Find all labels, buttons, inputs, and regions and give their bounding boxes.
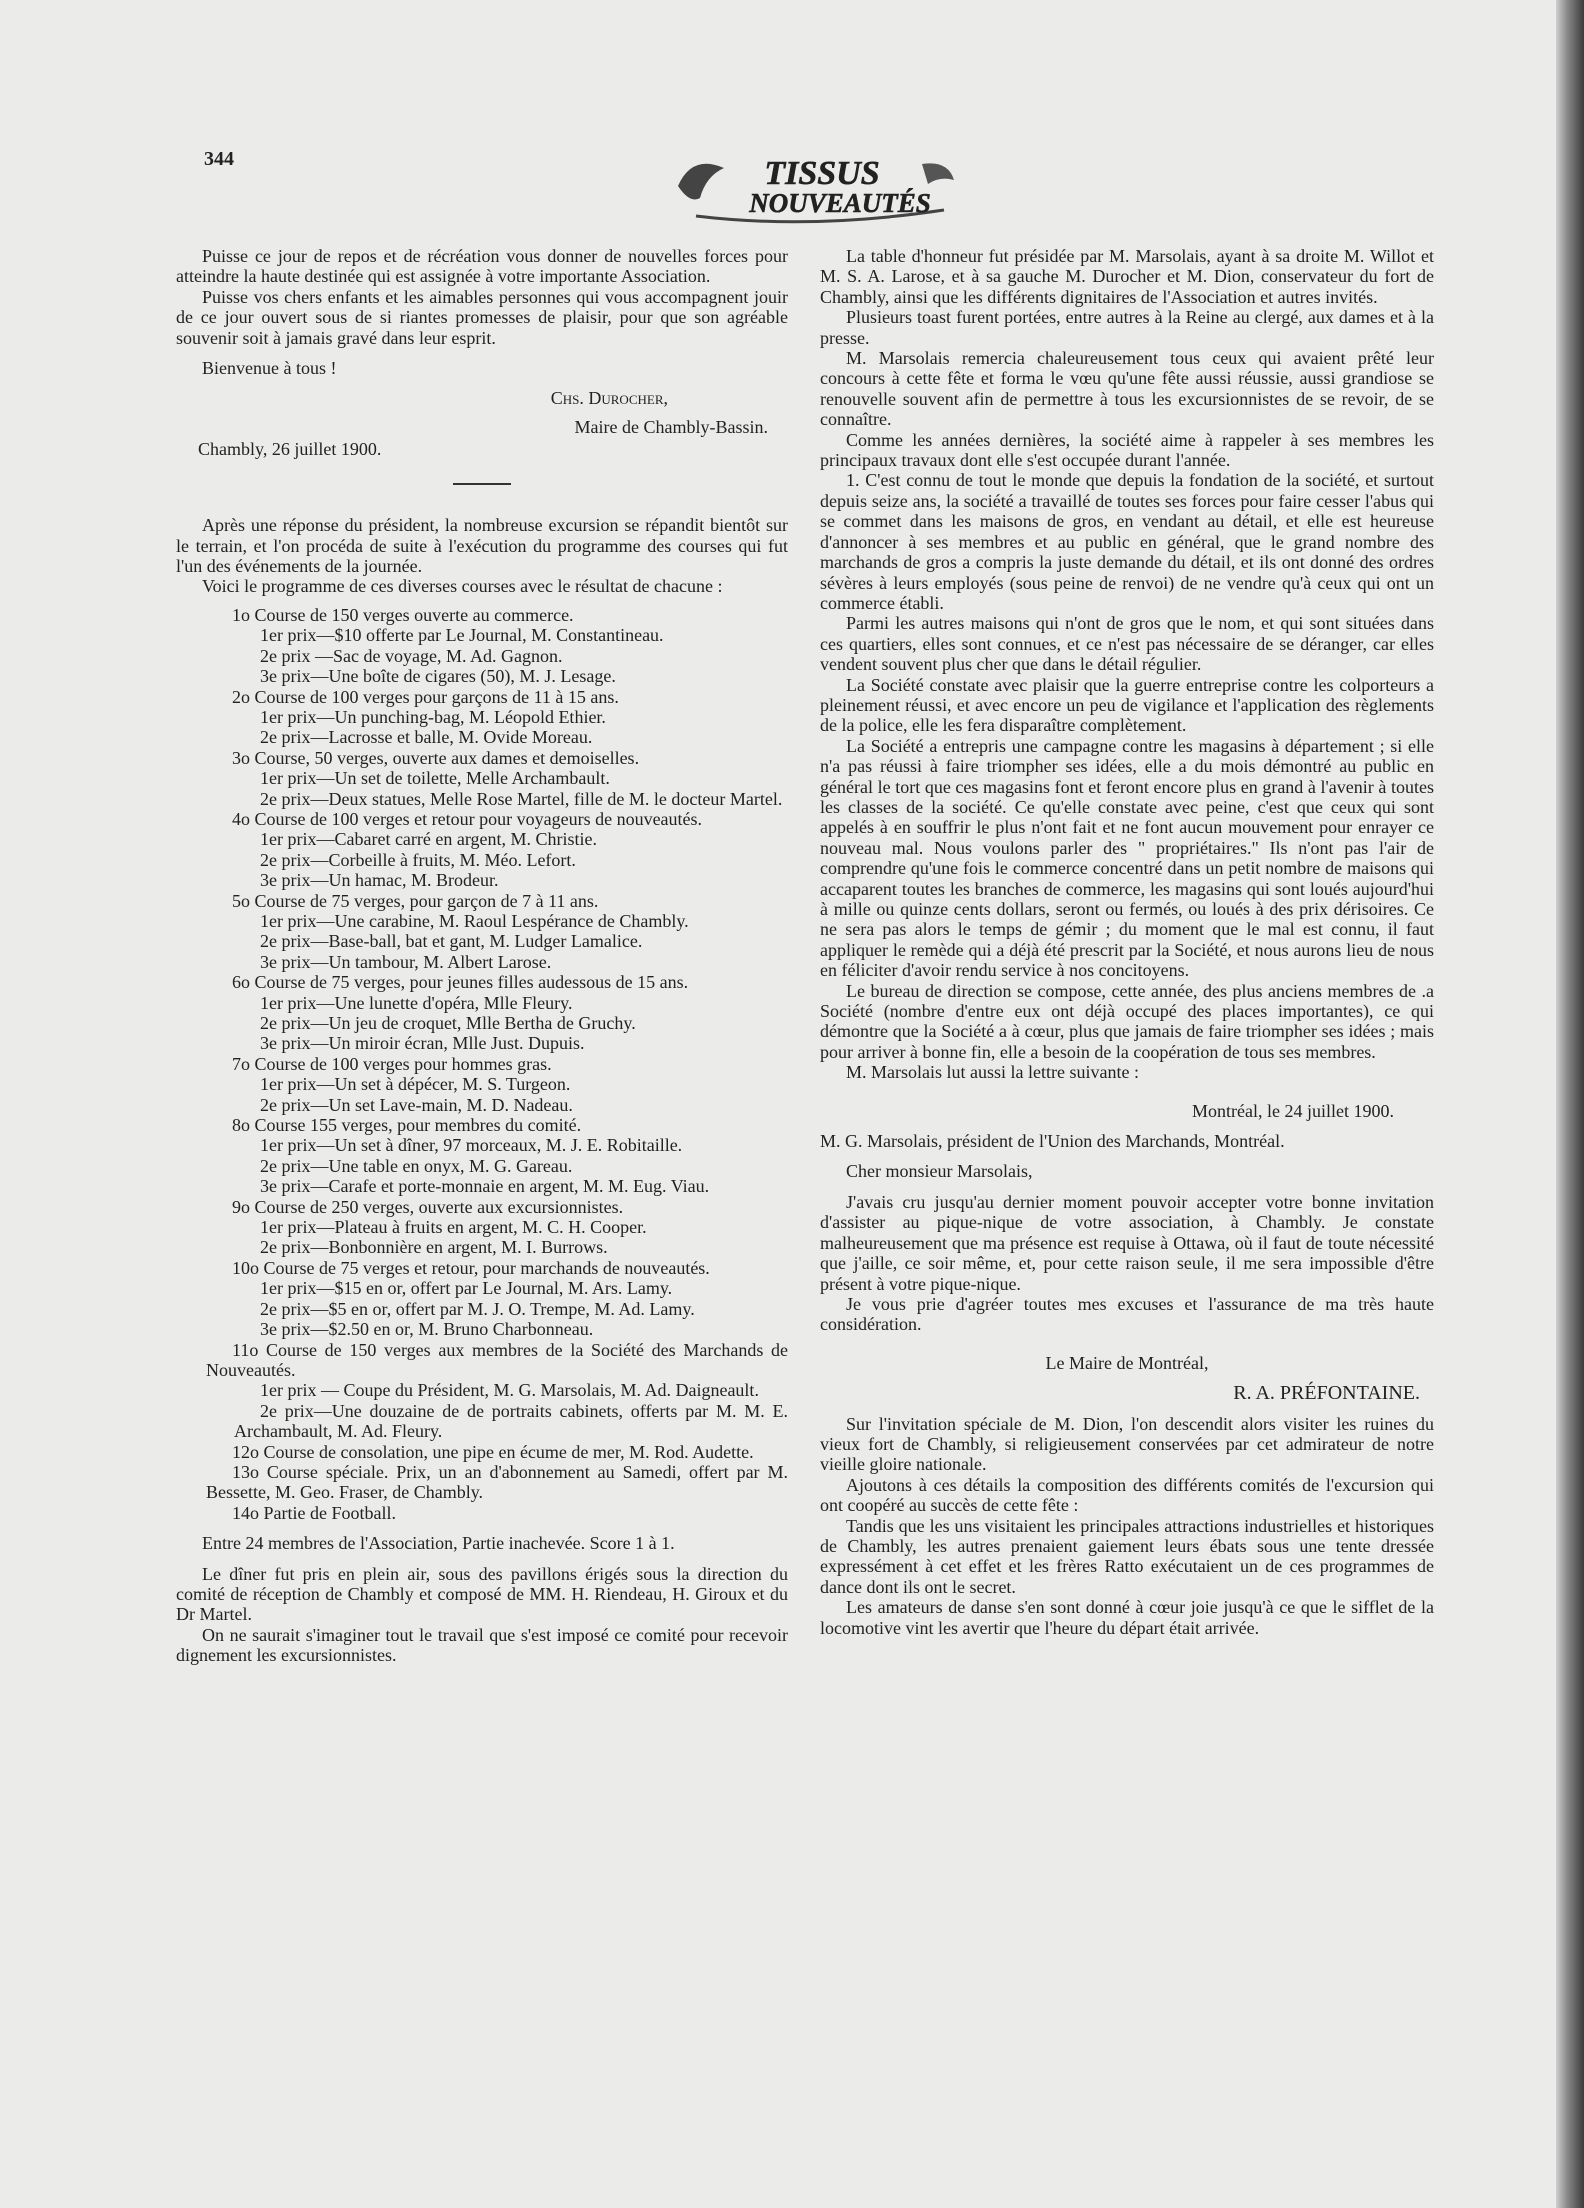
letter-addressee: M. G. Marsolais, président de l'Union des Marchands, Montréal. — [820, 1131, 1285, 1152]
masthead-line2: NOUVEAUTÉS — [749, 188, 931, 218]
race-title: 2o Course de 100 verges pour garçons de 11 à 15 ans. — [232, 686, 619, 707]
right-paragraph-14: Les amateurs de danse s'en sont donné à cœur joie jusqu'à ce que le sifflet de la locomotive vint les avertir que l'heure du départ était arrivée. — [820, 1597, 1434, 1638]
section-divider — [453, 483, 511, 485]
race-title: 7o Course de 100 verges pour hommes gras. — [232, 1053, 552, 1074]
race-prize: 2e prix —Sac de voyage, M. Ad. Gagnon. — [260, 645, 563, 666]
race-prize: 3e prix—Carafe et porte-monnaie en argent, M. M. Eug. Viau. — [260, 1176, 710, 1197]
right-paragraph-1: La table d'honneur fut présidée par M. Marsolais, ayant à sa droite M. Willot et M. S. A. Larose, et à sa gauche M. Durocher et M. Dion, conservateur du fort de Chambly, ainsi que les différents dignitaires de l'Association et autres invités. — [820, 246, 1434, 307]
race-prize: 1er prix—Une carabine, M. Raoul Lespérance de Chambly. — [260, 910, 689, 931]
intro-paragraph-1: Puisse ce jour de repos et de récréation vous donner de nouvelles forces pour atteindre la haute destinée qui est assignée à votre importante Association. — [176, 246, 788, 287]
race-prize: 3e prix—Un tambour, M. Albert Larose. — [260, 951, 552, 972]
race-prize: 1er prix—Un set de toilette, Melle Archambault. — [260, 768, 610, 789]
page-number: 344 — [204, 148, 234, 170]
race-title: 12o Course de consolation, une pipe en écume de mer, M. Rod. Audette. — [232, 1441, 754, 1462]
race-title: 3o Course, 50 verges, ouverte aux dames et demoiselles. — [232, 747, 640, 768]
race-prize: 1er prix—$10 offerte par Le Journal, M. Constantineau. — [260, 625, 664, 646]
letter-body: J'avais cru jusqu'au dernier moment pouvoir accepter votre bonne invitation d'assister au pique-nique de votre association, à Chambly. Je constate malheureusement que ma présence est requise à Ottawa, où il faut de toute nécessité que j'aille, ce soir même, et, pour cette raison seule, il me sera impossible d'être présent à votre pique-nique. — [820, 1191, 1434, 1294]
right-paragraph-3: M. Marsolais remercia chaleureusement tous ceux qui avaient prêté leur concours à cette fête et forma le vœu qu'une fête aussi réussie, aussi grandiose se renouvelle souvent afin de permettre à tous les excursionnistes de se revoir, de se connaître. — [820, 348, 1434, 430]
race-title: 10o Course de 75 verges et retour, pour marchands de nouveautés. — [232, 1257, 710, 1278]
race-title: 14o Partie de Football. — [232, 1502, 396, 1523]
race-title: 8o Course 155 verges, pour membres du comité. — [232, 1115, 582, 1136]
race-prize: 3e prix—$2.50 en or, M. Bruno Charbonneau. — [260, 1319, 594, 1340]
race-prize: 1er prix—Une lunette d'opéra, Mlle Fleury. — [260, 992, 573, 1013]
right-paragraph-9: Le bureau de direction se compose, cette année, des plus anciens membres de .a Société (nombre d'entre eux ont déjà occupé des places importantes), ce qui démontre que la Société a à cœur, plus que jamais de faire triompher ses idées ; mais pour arriver à bonne fin, elle a besoin de la coopération de tous ses membres. — [820, 980, 1434, 1062]
after-paragraph-1: Après une réponse du président, la nombreuse excursion se répandit bientôt sur le terrain, et l'on procéda de suite à l'exécution du programme des courses qui fut l'un des événements de la journée. — [176, 515, 788, 577]
after-paragraph-2: Voici le programme de ces diverses courses avec le résultat de chacune : — [202, 576, 723, 597]
race-prize: 1er prix — Coupe du Président, M. G. Marsolais, M. Ad. Daigneault. — [260, 1380, 759, 1401]
race-title: 6o Course de 75 verges, pour jeunes filles audessous de 15 ans. — [232, 972, 689, 993]
right-paragraph-7: La Société constate avec plaisir que la guerre entreprise contre les colporteurs a pleinement réussi, et avec encore un peu de vigilance et l'application des règlements de la police, elle les fera disparaître complètement. — [820, 674, 1434, 736]
race-title: 9o Course de 250 verges, ouverte aux excursionnistes. — [232, 1196, 624, 1217]
masthead-line1: TISSUS — [764, 155, 880, 192]
race-list — [176, 605, 788, 1523]
race-prize: 1er prix—Plateau à fruits en argent, M. C. H. Cooper. — [260, 1217, 647, 1238]
race-title: 5o Course de 75 verges, pour garçon de 7 à 11 ans. — [232, 890, 599, 911]
letter-dateline: Montréal, le 24 juillet 1900. — [1192, 1100, 1394, 1121]
race-prize: 1er prix—Un set à dépécer, M. S. Turgeon. — [260, 1074, 571, 1095]
race-prize: 1er prix—Un punching-bag, M. Léopold Ethier. — [260, 706, 606, 727]
race-title: 4o Course de 100 verges et retour pour voyageurs de nouveautés. — [232, 808, 703, 829]
race-prize: 2e prix—$5 en or, offert par M. J. O. Trempe, M. Ad. Lamy. — [260, 1298, 695, 1319]
race-prize: 2e prix—Corbeille à fruits, M. Méo. Lefort. — [260, 849, 576, 870]
race-title: 13o Course spéciale. Prix, un an d'abonnement au Samedi, offert par M. Bessette, M. Geo. Fraser, de Chambly. — [206, 1461, 788, 1503]
race-prize: 2e prix—Deux statues, Melle Rose Martel, fille de M. le docteur Martel. — [260, 788, 783, 809]
intro-paragraph-2: Puisse vos chers enfants et les aimables personnes qui vous accompagnent jouir de ce jour ouvert sous de si riantes promesses de plaisir, pour que son agréable souvenir soit à jamais gravé dans leur esprit. — [176, 286, 788, 348]
right-paragraph-6: Parmi les autres maisons qui n'ont de gros que le nom, et qui sont situées dans ces quartiers, elles sont connues, et ce n'est pas nécessaire de se déranger, car elles vendent souvent plus cher que dans le détail régulier. — [820, 613, 1434, 675]
letter-signature: R. A. PRÉFONTAINE. — [1233, 1382, 1420, 1405]
race-prize: 3e prix—Un miroir écran, Mlle Just. Dupuis. — [260, 1033, 585, 1054]
race-prize: 2e prix—Base-ball, bat et gant, M. Ludger Lamalice. — [260, 931, 643, 952]
signature-name: Chs. Durocher, — [550, 388, 668, 409]
masthead-logo — [672, 146, 958, 228]
right-paragraph-5: 1. C'est connu de tout le monde que depuis la fondation de la société, et surtout depuis seize ans, la société a travaillé de toutes ses forces pour faire cesser l'abus qui se commet dans les maisons de gros, en vendant au détail, et elle est heureuse d'annoncer à ses membres et au public en général, que le grand nombre des marchands de gros a compris la juste demande du détail, et ils ont donné des ordres sévères à leurs employés (sous peine de renvoi) de ne vendre qu'à ceux qui ont un commerce établi. — [820, 470, 1434, 613]
place-date: Chambly, 26 juillet 1900. — [198, 438, 382, 459]
left-column — [176, 246, 788, 1666]
race-prize: 1er prix—$15 en or, offert par Le Journal, M. Ars. Lamy. — [260, 1278, 673, 1299]
race-title: 1o Course de 150 verges ouverte au commerce. — [232, 604, 574, 625]
race-prize: 2e prix—Une table en onyx, M. G. Gareau. — [260, 1155, 573, 1176]
right-column — [820, 246, 1434, 1638]
football-note: Entre 24 membres de l'Association, Partie inachevée. Score 1 à 1. — [202, 1533, 675, 1554]
signature-title: Maire de Chambly-Bassin. — [574, 416, 768, 437]
right-paragraph-8: La Société a entrepris une campagne contre les magasins à département ; si elle n'a pas réussi à faire triompher ses idées, elle a du mois démontré au public en général le tort que ces magasins font et feront encore plus en grand à l'avenir à toutes les classes de la société. Ce qu'elle constate avec peine, c'est que ceux qui sont appelés à en souffrir le plus n'ont fait et ne font aucun mouvement pour enrayer ce nouveau mal. Nous voulons parler des " propriétaires." Ils n'ont pas l'air de comprendre qu'une fois le commerce concentré dans un petit nombre de maisons qui accaparent toutes les branches de commerce, les magasins qui sont loués aujourd'hui à mille ou quinze cents dollars, seront ou fermés, ou loués à des prix dérisoires. Ce ne sera pas alors le temps de gémir ; du moment que le mal est connu, il faut appliquer le remède qui a déjà été prescrit par la Société, et nous aurons lieu de nous en féliciter d'avoir rendu service à nos concitoyens. — [820, 735, 1434, 981]
race-prize: 1er prix—Un set à dîner, 97 morceaux, M. J. E. Robitaille. — [260, 1135, 683, 1156]
race-prize: 1er prix—Cabaret carré en argent, M. Christie. — [260, 829, 598, 850]
race-prize: 3e prix—Un hamac, M. Brodeur. — [260, 870, 499, 891]
race-prize: 3e prix—Une boîte de cigares (50), M. J. Lesage. — [260, 666, 616, 687]
welcome-line: Bienvenue à tous ! — [202, 358, 337, 379]
letter-closing: Je vous prie d'agréer toutes mes excuses et l'assurance de ma très haute considération. — [820, 1293, 1434, 1335]
race-prize: 2e prix—Un set Lave-main, M. D. Nadeau. — [260, 1094, 573, 1115]
letter-salutation: Cher monsieur Marsolais, — [846, 1161, 1033, 1182]
right-paragraph-10: M. Marsolais lut aussi la lettre suivante : — [846, 1062, 1139, 1083]
race-prize: 2e prix—Bonbonnière en argent, M. I. Burrows. — [260, 1237, 608, 1258]
right-paragraph-11: Sur l'invitation spéciale de M. Dion, l'on descendit alors visiter les ruines du vieux fort de Chambly, si religieusement conservées par cet admirateur de notre vieille gloire nationale. — [820, 1413, 1434, 1475]
dinner-paragraph: Le dîner fut pris en plein air, sous des pavillons érigés sous la direction du comité de réception de Chambly et composé de MM. H. Riendeau, H. Giroux et du Dr Martel. — [176, 1563, 788, 1625]
right-paragraph-12: Ajoutons à ces détails la composition des différents comités de l'excursion qui ont coopéré au succès de cette fête : — [820, 1474, 1434, 1516]
signature-row — [176, 417, 788, 459]
committee-paragraph: On ne saurait s'imaginer tout le travail que s'est imposé ce comité pour recevoir dignement les excursionnistes. — [176, 1624, 788, 1666]
letter-signoff: Le Maire de Montréal, — [1045, 1352, 1209, 1373]
race-prize: 2e prix—Lacrosse et balle, M. Ovide Moreau. — [260, 727, 593, 748]
race-prize: 2e prix—Une douzaine de de portraits cabinets, offerts par M. M. E. Archambault, M. Ad. Fleury. — [234, 1400, 788, 1442]
right-paragraph-13: Tandis que les uns visitaient les principales attractions industrielles et historiques de Chambly, les autres prenaient gaiement leurs ébats sous une tente dressée expressément à cet effet et les frères Ratto exécutaient un de ces programmes de dance dont ils ont le secret. — [820, 1515, 1434, 1597]
book-spine-shadow — [1556, 0, 1584, 2208]
right-paragraph-4: Comme les années dernières, la société aime à rappeler à ses membres les principaux travaux dont elle s'est occupée durant l'année. — [820, 429, 1434, 471]
race-title: 11o Course de 150 verges aux membres de la Société des Marchands de Nouveautés. — [206, 1339, 788, 1380]
right-paragraph-2: Plusieurs toast furent portées, entre autres à la Reine au clergé, aux dames et à la presse. — [820, 307, 1434, 348]
race-prize: 2e prix—Un jeu de croquet, Mlle Bertha de Gruchy. — [260, 1013, 636, 1033]
